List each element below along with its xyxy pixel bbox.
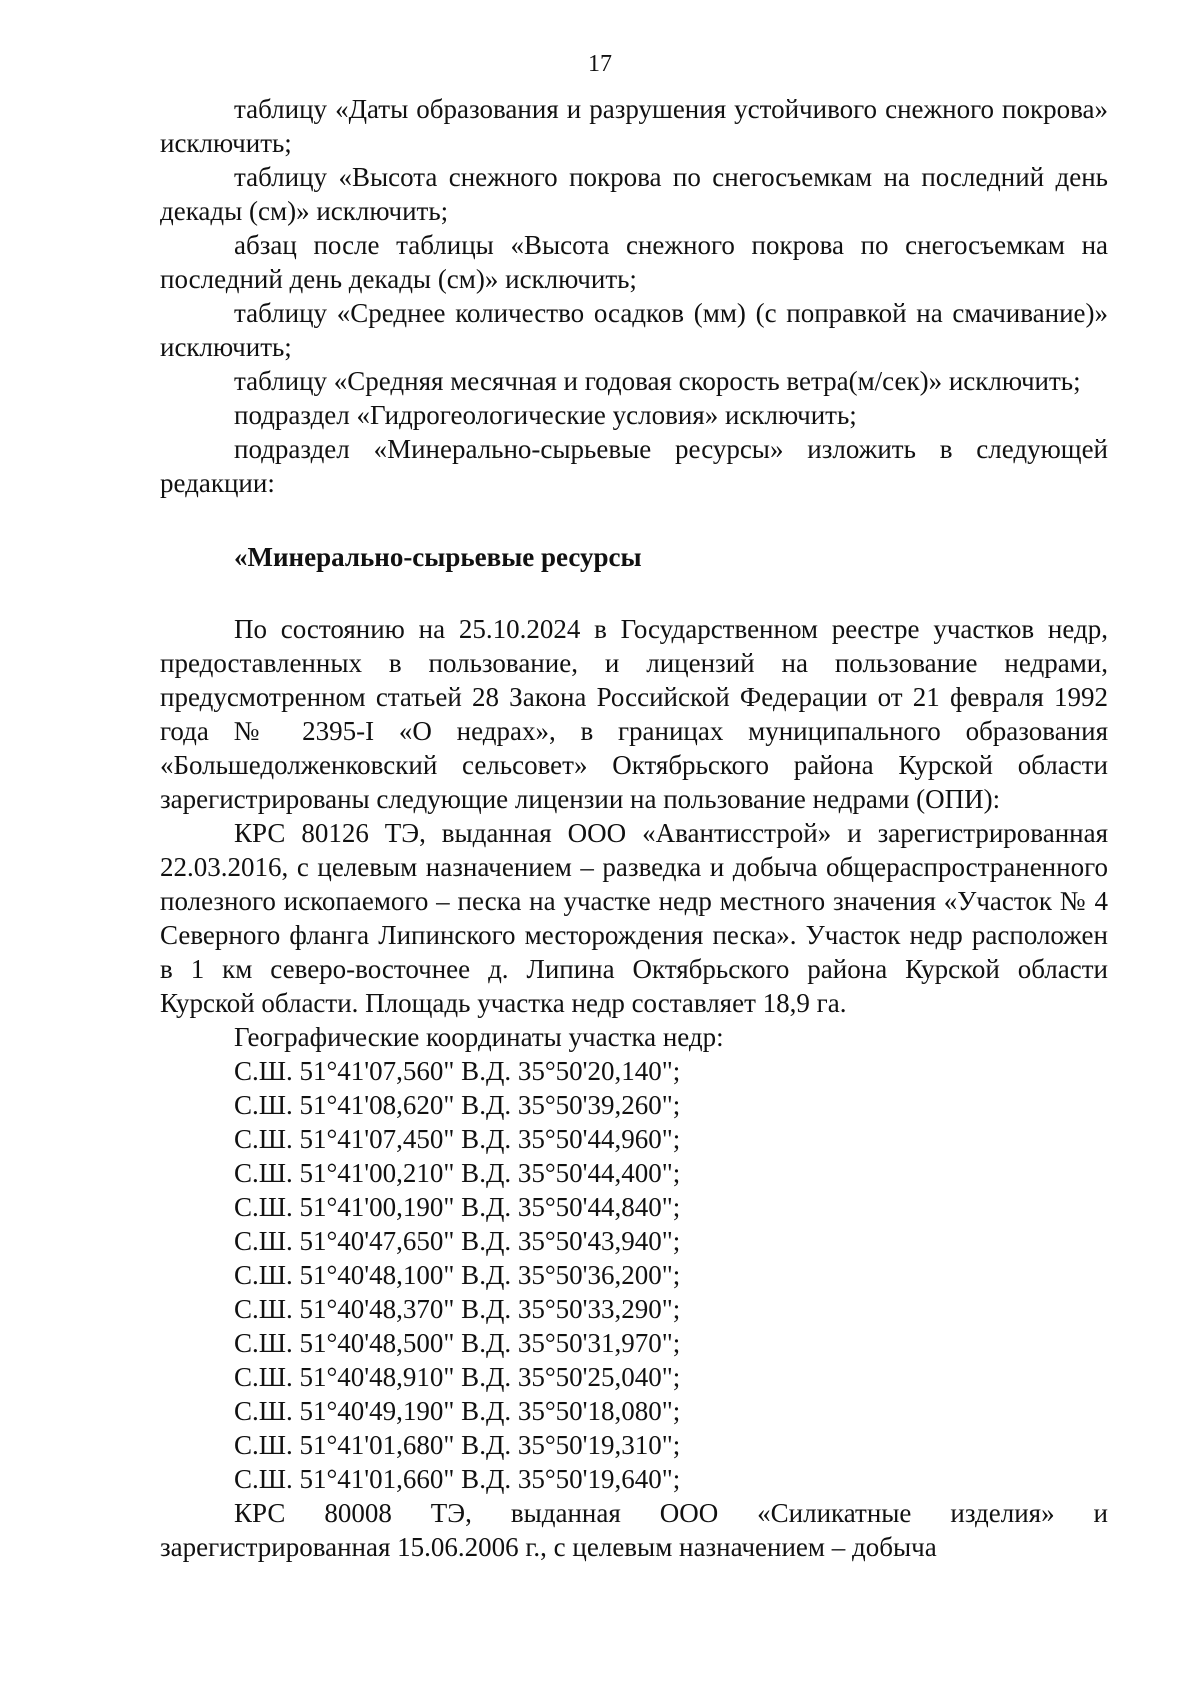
coordinate-item: С.Ш. 51°40'47,650" В.Д. 35°50'43,940"; (234, 1226, 681, 1256)
coordinate-item: С.Ш. 51°40'48,370" В.Д. 35°50'33,290"; (234, 1294, 681, 1324)
paragraph-registry-status: По состоянию на 25.10.2024 в Государственном реестре участков недр, предоставленных в пользование, и лицензий на пользование недрами, предусмотренном статьей 28 Закона Российской Федерации от 21 февраля 1992 года № 2395-I «О недрах», в границах муниципального образования «Большедолженковский сельсовет» Октябрьского района Курской области зарегистрированы следующие лицензии на пользование недрами (ОПИ): (160, 614, 1108, 814)
coordinates-list (160, 1054, 1108, 1496)
coordinate-item: С.Ш. 51°40'49,190" В.Д. 35°50'18,080"; (234, 1396, 681, 1426)
coordinate-item: С.Ш. 51°41'00,190" В.Д. 35°50'44,840"; (234, 1192, 681, 1222)
coordinate-item: С.Ш. 51°41'00,210" В.Д. 35°50'44,400"; (234, 1158, 681, 1188)
paragraph-table-wind-speed: таблицу «Средняя месячная и годовая скорость ветра(м/сек)» исключить; (234, 366, 1081, 396)
coordinate-item: С.Ш. 51°40'48,500" В.Д. 35°50'31,970"; (234, 1328, 681, 1358)
section-heading: «Минерально-сырьевые ресурсы (234, 542, 642, 572)
paragraph-mineral-resources-intro: подраздел «Минерально-сырьевые ресурсы» изложить в следующей редакции: (160, 434, 1108, 498)
coordinate-item: С.Ш. 51°41'01,680" В.Д. 35°50'19,310"; (234, 1430, 681, 1460)
paragraph-hydrogeology: подраздел «Гидрогеологические условия» исключить; (234, 400, 857, 430)
coordinate-item: С.Ш. 51°40'48,100" В.Д. 35°50'36,200"; (234, 1260, 681, 1290)
paragraph-table-snow-dates: таблицу «Даты образования и разрушения устойчивого снежного покрова» исключить; (160, 94, 1108, 158)
paragraph-table-precipitation: таблицу «Среднее количество осадков (мм) (с поправкой на смачивание)» исключить; (160, 298, 1108, 362)
paragraph-after-snow-table: абзац после таблицы «Высота снежного покрова по снегосъемкам на последний день декады (см)» исключить; (160, 230, 1108, 294)
coordinate-item: С.Ш. 51°41'07,560" В.Д. 35°50'20,140"; (234, 1056, 681, 1086)
paragraph-license-krs-80126: КРС 80126 ТЭ, выданная ООО «Авантисстрой» и зарегистрированная 22.03.2016, с целевым назначением – разведка и добыча общераспространенного полезного ископаемого – песка на участке недр местного значения «Участок № 4 Северного фланга Липинского месторождения песка». Участок недр расположен в 1 км северо-восточнее д. Липина Октябрьского района Курской области Курской области. Площадь участка недр составляет 18,9 га. (160, 818, 1108, 1018)
coordinate-item: С.Ш. 51°41'08,620" В.Д. 35°50'39,260"; (234, 1090, 681, 1120)
coordinate-item: С.Ш. 51°40'48,910" В.Д. 35°50'25,040"; (234, 1362, 681, 1392)
document-body (160, 92, 1108, 1564)
coordinates-label: Географические координаты участка недр: (234, 1022, 724, 1052)
coordinate-item: С.Ш. 51°41'07,450" В.Д. 35°50'44,960"; (234, 1124, 681, 1154)
paragraph-license-krs-80008: КРС 80008 ТЭ, выданная ООО «Силикатные изделия» и зарегистрированная 15.06.2006 г., с целевым назначением – добыча (160, 1498, 1108, 1562)
page-number: 17 (588, 51, 612, 77)
coordinate-item: С.Ш. 51°41'01,660" В.Д. 35°50'19,640"; (234, 1464, 681, 1494)
paragraph-table-snow-height: таблицу «Высота снежного покрова по снегосъемкам на последний день декады (см)» исключить; (160, 162, 1108, 226)
